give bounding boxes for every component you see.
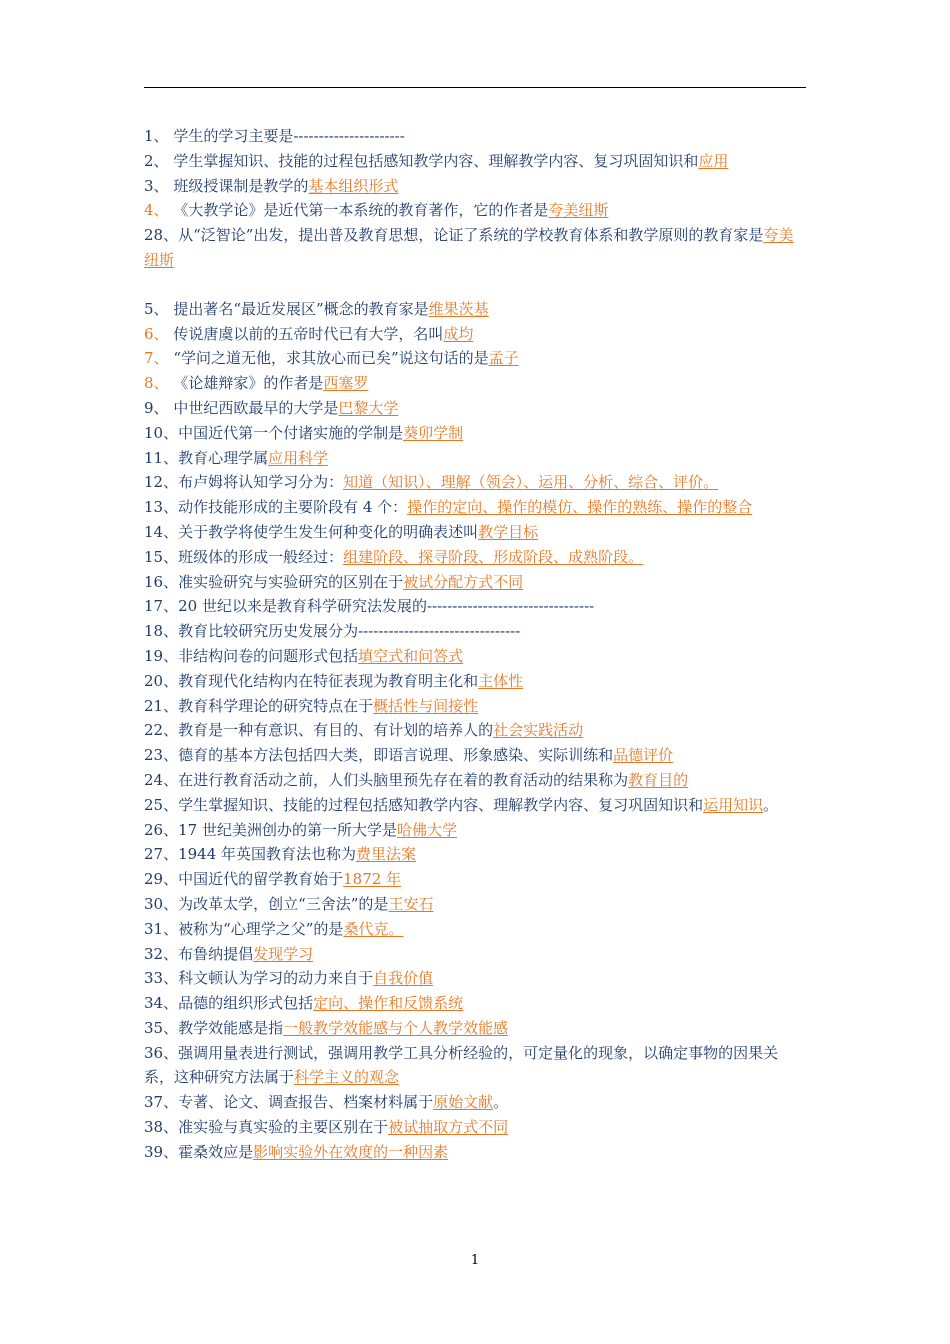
answer-text: 夸美纽斯 <box>548 201 609 220</box>
list-item <box>144 570 808 595</box>
list-item <box>144 322 808 347</box>
item-number: 24、 <box>144 770 179 789</box>
list-item <box>144 1041 808 1091</box>
answer-text: 填空式和问答式 <box>358 646 464 665</box>
question-text: 强调用量表进行测试，强调用教学工具分析经验的，可定量化的现象，以确定事物的因果关系，这种研究方法属于 <box>144 1043 779 1087</box>
question-text: 被称为“心理学之父”的是 <box>178 919 344 938</box>
answer-text: 教育目的 <box>628 770 689 789</box>
item-number: 36、 <box>144 1043 179 1062</box>
question-text: 提出著名“最近发展区”概念的教育家是 <box>168 299 429 318</box>
list-item <box>144 446 808 471</box>
question-text: 教育比较研究历史发展分为-------------------------------- <box>178 622 521 641</box>
item-number: 14、 <box>144 522 179 541</box>
question-text: 德育的基本方法包括四大类，即语言说理、形象感染、实际训练和 <box>178 746 614 765</box>
item-number: 11、 <box>144 448 179 467</box>
question-text: 教育科学理论的研究特点在于 <box>178 696 374 715</box>
question-text: 《论雄辩家》的作者是 <box>168 374 324 393</box>
list-item <box>144 346 808 371</box>
answer-text: 定向、操作和反馈系统 <box>313 994 464 1013</box>
question-text: 非结构问卷的问题形式包括 <box>178 646 359 665</box>
question-text: 布鲁纳提倡 <box>178 944 254 963</box>
question-text: 学生的学习主要是---------------------- <box>168 127 405 145</box>
item-number: 38、 <box>144 1118 179 1137</box>
question-text: 20 世纪以来是教育科学研究法发展的--------------------------------- <box>178 597 595 616</box>
answer-text: 王安石 <box>388 894 434 913</box>
list-item <box>144 867 808 892</box>
answer-text: 品德评价 <box>613 746 674 765</box>
item-number: 23、 <box>144 746 179 765</box>
question-text: 动作技能形成的主要阶段有 4 个： <box>178 498 408 517</box>
answer-text: 主体性 <box>478 671 524 690</box>
item-number: 22、 <box>144 721 179 740</box>
question-text: 准实验与真实验的主要区别在于 <box>178 1118 389 1137</box>
answer-text: 科学主义的观念 <box>294 1068 400 1087</box>
list-item <box>144 942 808 967</box>
list-item <box>144 669 808 694</box>
item-number: 1、 <box>144 127 169 145</box>
list-item <box>144 421 808 446</box>
question-text: 科文顿认为学习的动力来自于 <box>178 969 374 988</box>
page-number: 1 <box>470 1253 480 1268</box>
list-item <box>144 1115 808 1140</box>
answer-text: 发现学习 <box>253 944 314 963</box>
list-item <box>144 470 808 495</box>
answer-text: 一般教学效能感与个人教学效能感 <box>283 1018 509 1037</box>
list-item <box>144 396 808 421</box>
item-number: 31、 <box>144 919 179 938</box>
question-text: “学问之道无他，求其放心而已矣”说这句话的是 <box>168 349 489 368</box>
question-text: 在进行教育活动之前，人们头脑里预先存在着的教育活动的结果称为 <box>178 770 629 789</box>
list-item <box>144 718 808 743</box>
item-number: 26、 <box>144 820 179 839</box>
list-item <box>144 594 808 619</box>
list-item <box>144 743 808 768</box>
item-number: 16、 <box>144 572 179 591</box>
question-text: 霍桑效应是 <box>178 1142 254 1161</box>
item-number: 4、 <box>144 201 169 220</box>
question-text: 为改革太学，创立“三舍法”的是 <box>178 894 389 913</box>
item-number: 18、 <box>144 622 179 641</box>
answer-text: 教学目标 <box>478 522 539 541</box>
answer-text: 自我价值 <box>373 969 434 988</box>
header-rule <box>144 87 806 88</box>
item-number: 39、 <box>144 1142 179 1161</box>
list-item <box>144 644 808 669</box>
question-text: 布卢姆将认知学习分为： <box>178 473 344 492</box>
item-number: 17、 <box>144 597 179 616</box>
list-item <box>144 694 808 719</box>
question-text: 教育现代化结构内在特征表现为教育明主化和 <box>178 671 479 690</box>
question-text: 班级体的形成一般经过： <box>178 547 344 566</box>
answer-text: 基本组织形式 <box>308 176 399 195</box>
list-item <box>144 818 808 843</box>
list-item <box>144 520 808 545</box>
question-text: 教育心理学属 <box>178 448 269 467</box>
question-text: 关于教学将使学生发生何种变化的明确表述叫 <box>178 522 479 541</box>
spacer <box>144 273 808 297</box>
list-item <box>144 149 808 174</box>
list-item <box>144 1016 808 1041</box>
item-number: 8、 <box>144 374 169 393</box>
item-number: 27、 <box>144 845 179 864</box>
item-number: 15、 <box>144 547 179 566</box>
trailing-punctuation: 。 <box>493 1093 509 1112</box>
item-number: 13、 <box>144 498 179 517</box>
question-text: 班级授课制是教学的 <box>168 176 309 195</box>
question-text: 中国近代第一个付诸实施的学制是 <box>178 423 404 442</box>
list-item <box>144 1090 808 1115</box>
item-number: 7、 <box>144 349 169 368</box>
item-number: 29、 <box>144 870 179 889</box>
list-item <box>144 495 808 520</box>
question-text: 教学效能感是指 <box>178 1018 284 1037</box>
item-number: 37、 <box>144 1093 179 1112</box>
list-item <box>144 371 808 396</box>
item-number: 28、 <box>144 226 179 245</box>
answer-text: 概括性与间接性 <box>373 696 479 715</box>
item-number: 6、 <box>144 324 169 343</box>
answer-text: 桑代克。 <box>343 919 404 938</box>
question-text: 学生掌握知识、技能的过程包括感知教学内容、理解教学内容、复习巩固知识和 <box>168 151 699 170</box>
list-item <box>144 1140 808 1165</box>
list-item <box>144 198 808 223</box>
answer-text: 应用 <box>698 151 729 170</box>
question-text: 《大教学论》是近代第一本系统的教育著作，它的作者是 <box>168 201 549 220</box>
item-number: 12、 <box>144 473 179 492</box>
item-number: 21、 <box>144 696 179 715</box>
answer-text: 费里法案 <box>356 845 417 864</box>
item-number: 25、 <box>144 795 179 814</box>
question-text: 学生掌握知识、技能的过程包括感知教学内容、理解教学内容、复习巩固知识和 <box>178 795 704 814</box>
answer-text: 1872 年 <box>343 870 402 889</box>
question-text: 中世纪西欧最早的大学是 <box>168 398 339 417</box>
item-number: 2、 <box>144 151 169 170</box>
item-number: 10、 <box>144 423 179 442</box>
list-item <box>144 124 808 149</box>
question-text: 准实验研究与实验研究的区别在于 <box>178 572 404 591</box>
question-text: 从“泛智论”出发，提出普及教育思想，论证了系统的学校教育体系和教学原则的教育家是 <box>178 226 764 245</box>
answer-text: 哈佛大学 <box>396 820 457 839</box>
list-item <box>144 966 808 991</box>
question-text: 教育是一种有意识、有目的、有计划的培养人的 <box>178 721 494 740</box>
question-text: 1944 年英国教育法也称为 <box>178 845 357 864</box>
list-item <box>144 545 808 570</box>
item-number: 30、 <box>144 894 179 913</box>
list-item <box>144 768 808 793</box>
item-number: 34、 <box>144 994 179 1013</box>
trailing-punctuation: 。 <box>763 795 779 814</box>
answer-text: 原始文献 <box>433 1093 494 1112</box>
answer-text: 被试分配方式不同 <box>403 572 524 591</box>
item-number: 35、 <box>144 1018 179 1037</box>
question-text: 传说唐虞以前的五帝时代已有大学，名叫 <box>168 324 444 343</box>
list-item <box>144 842 808 867</box>
answer-text: 操作的定向、操作的模仿、操作的熟练、操作的整合 <box>407 498 753 517</box>
item-number: 20、 <box>144 671 179 690</box>
item-number: 5、 <box>144 299 169 318</box>
item-number: 3、 <box>144 176 169 195</box>
answer-text: 夸美纽斯 <box>144 226 794 269</box>
answer-text: 知道（知识）、理解（领会）、运用、分析、综合、评价。 <box>343 473 719 492</box>
answer-text: 影响实验外在效度的一种因素 <box>253 1142 449 1161</box>
list-item <box>144 892 808 917</box>
item-number: 19、 <box>144 646 179 665</box>
answer-text: 孟子 <box>488 349 519 368</box>
list-item <box>144 991 808 1016</box>
answer-text: 维果茨基 <box>428 299 489 318</box>
list-item <box>144 297 808 322</box>
answer-text: 被试抽取方式不同 <box>388 1118 509 1137</box>
question-text: 17 世纪美洲创办的第一所大学是 <box>178 820 397 839</box>
answer-text: 西塞罗 <box>323 374 369 393</box>
list-item <box>144 174 808 199</box>
list-item <box>144 917 808 942</box>
question-list <box>144 124 808 1165</box>
item-number: 9、 <box>144 398 169 417</box>
answer-text: 巴黎大学 <box>338 398 399 417</box>
item-number: 33、 <box>144 969 179 988</box>
item-number: 32、 <box>144 944 179 963</box>
question-text: 中国近代的留学教育始于 <box>178 870 344 889</box>
answer-text: 成均 <box>443 324 474 343</box>
question-text: 品德的组织形式包括 <box>178 994 314 1013</box>
question-text: 专著、论文、调查报告、档案材料属于 <box>178 1093 434 1112</box>
answer-text: 组建阶段、探寻阶段、形成阶段、成熟阶段。 <box>343 547 644 566</box>
answer-text: 社会实践活动 <box>493 721 584 740</box>
list-item <box>144 793 808 818</box>
answer-text: 葵卯学制 <box>403 423 464 442</box>
answer-text: 运用知识 <box>703 795 764 814</box>
list-item <box>144 619 808 644</box>
answer-text: 应用科学 <box>268 448 329 467</box>
list-item <box>144 223 808 273</box>
